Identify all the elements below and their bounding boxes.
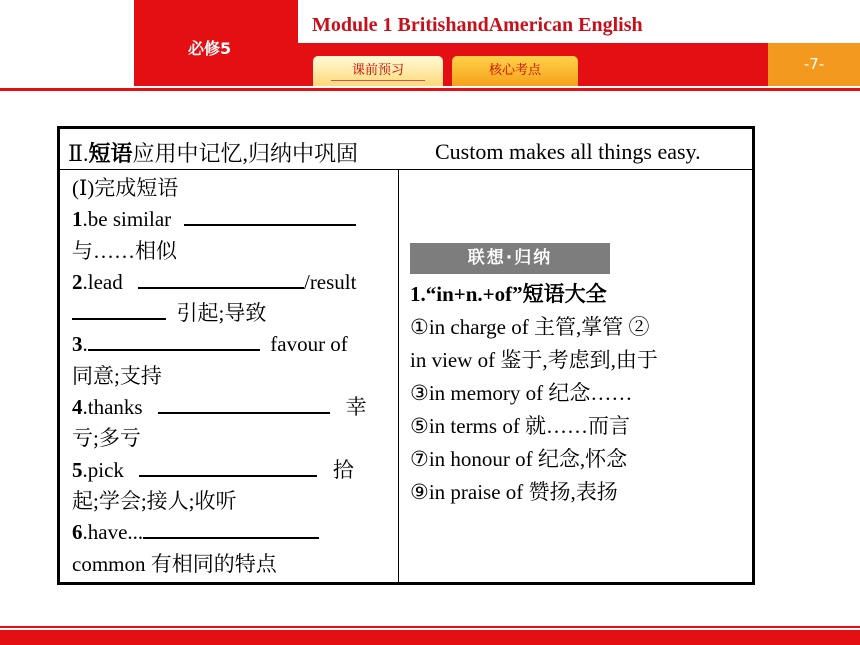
item-number: 3 bbox=[72, 332, 83, 357]
item-number: 1 bbox=[72, 207, 83, 232]
answer-blank[interactable] bbox=[139, 455, 317, 477]
tab-preview[interactable] bbox=[313, 56, 443, 86]
summary-line: ①in charge of 主管,掌管 ② bbox=[410, 315, 650, 339]
column-divider bbox=[398, 169, 399, 582]
item-number: 5 bbox=[72, 457, 83, 482]
answer-blank[interactable] bbox=[184, 204, 356, 226]
tab-core-label: 核心考点 bbox=[488, 63, 541, 78]
item-text-post: favour of bbox=[270, 332, 348, 357]
book-label: 必修5 bbox=[188, 39, 232, 58]
section-title-rest: 应用中记忆,归纳中巩固 bbox=[132, 141, 358, 166]
item-text: .have... bbox=[82, 520, 144, 545]
item-text: .be similar bbox=[82, 207, 172, 232]
subheading: (Ⅰ)完成短语 bbox=[72, 176, 179, 200]
summary-line: in view of 鉴于,考虑到,由于 bbox=[410, 348, 658, 372]
tab-underline bbox=[331, 80, 425, 81]
item-meaning: 引起;导致 bbox=[176, 301, 267, 326]
item-5-meaning: 起;学会;接人;收听 bbox=[72, 488, 237, 513]
answer-blank[interactable] bbox=[143, 517, 319, 539]
item-3 bbox=[72, 329, 390, 360]
item-text: .thanks bbox=[82, 395, 143, 420]
header-divider bbox=[0, 88, 860, 91]
item-6-meaning: common 有相同的特点 bbox=[72, 551, 277, 576]
answer-blank[interactable] bbox=[88, 329, 260, 351]
item-2-meaning bbox=[72, 298, 390, 329]
item-number: 4 bbox=[72, 395, 83, 420]
tab-core[interactable] bbox=[452, 56, 578, 86]
motto: Custom makes all things easy. bbox=[435, 139, 701, 164]
item-5 bbox=[72, 455, 390, 486]
summary-line: ⑦in honour of 纪念,怀念 bbox=[410, 447, 628, 471]
answer-blank[interactable] bbox=[72, 298, 166, 320]
footer-divider bbox=[0, 626, 860, 628]
item-2 bbox=[72, 267, 390, 298]
page-number-block bbox=[768, 43, 860, 86]
summary-column bbox=[410, 243, 750, 509]
item-text: . bbox=[82, 332, 88, 357]
summary-line: ⑨in praise of 赞扬,表扬 bbox=[410, 480, 618, 504]
item-text-post: 幸 bbox=[345, 395, 367, 420]
item-text: .lead bbox=[82, 269, 123, 294]
answer-blank[interactable] bbox=[138, 267, 304, 289]
page-number: -7- bbox=[803, 55, 825, 73]
summary-title: 1.“in+n.+of”短语大全 bbox=[410, 282, 607, 306]
item-number: 6 bbox=[72, 520, 83, 545]
answer-blank[interactable] bbox=[158, 392, 330, 414]
phrase-exercise-column bbox=[72, 173, 390, 580]
item-6 bbox=[72, 517, 390, 548]
summary-line: ③in memory of 纪念…… bbox=[410, 381, 633, 405]
item-4 bbox=[72, 392, 390, 423]
item-text-mid: /result bbox=[303, 269, 357, 294]
book-label-block bbox=[134, 0, 298, 86]
section-number: Ⅱ. bbox=[68, 141, 89, 166]
tab-preview-label: 课前预习 bbox=[351, 63, 404, 78]
item-1-meaning: 与……相似 bbox=[72, 238, 177, 263]
item-text-post: 拾 bbox=[332, 457, 354, 482]
item-number: 2 bbox=[72, 269, 83, 294]
item-3-meaning: 同意;支持 bbox=[72, 363, 162, 388]
association-badge: 联想·归纳 bbox=[410, 243, 610, 274]
module-title: Module 1 BritishandAmerican English bbox=[312, 14, 643, 36]
item-4-meaning: 亏;多亏 bbox=[72, 426, 141, 451]
exercise-table bbox=[57, 126, 755, 585]
item-text: .pick bbox=[82, 457, 124, 482]
table-header-row bbox=[60, 129, 752, 170]
summary-line: ⑤in terms of 就……而言 bbox=[410, 414, 631, 438]
section-title-bold: 短语 bbox=[88, 141, 133, 166]
item-1 bbox=[72, 204, 390, 235]
section-title bbox=[68, 137, 358, 168]
footer-bar bbox=[0, 630, 860, 645]
